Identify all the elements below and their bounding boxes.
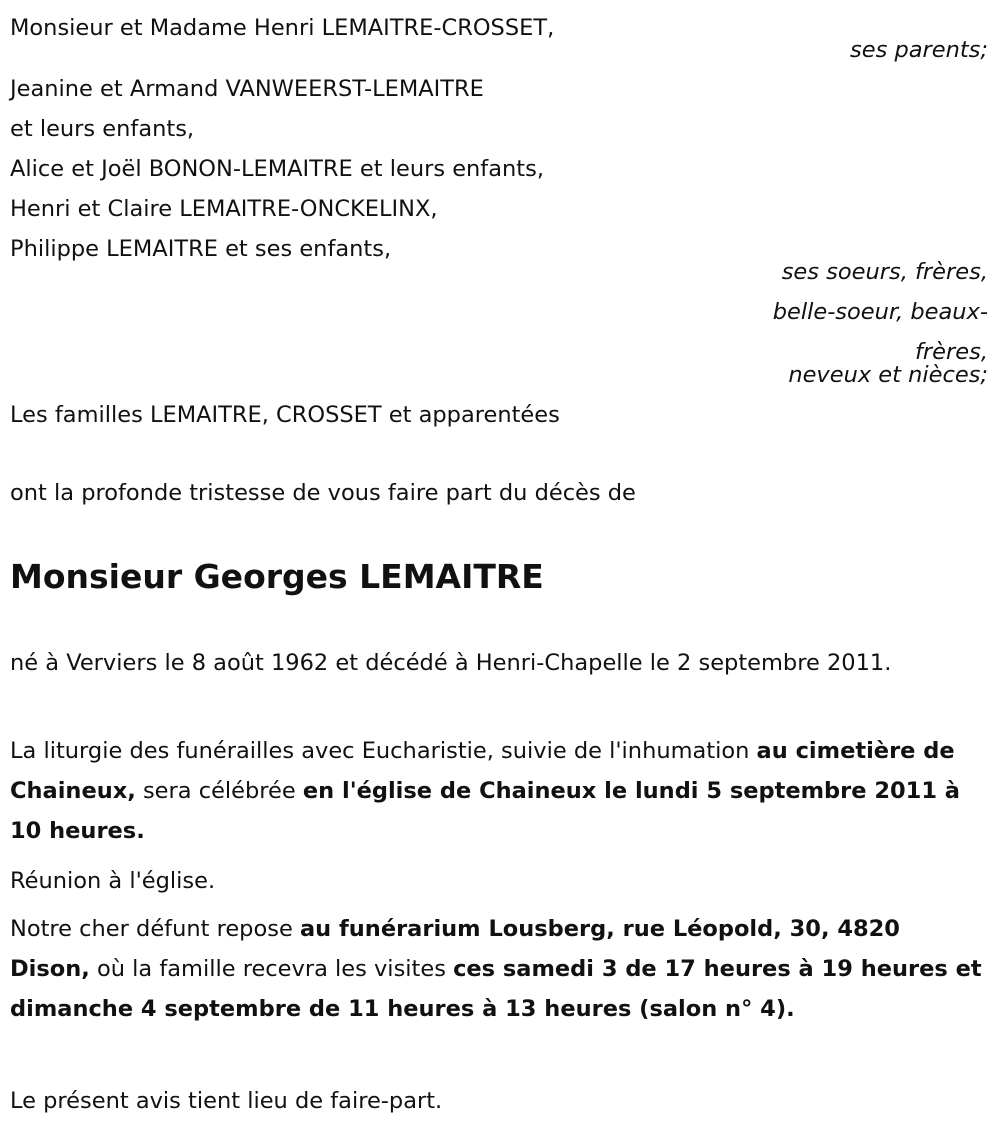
bold-text: au cimetière de Chaineux,: [10, 738, 955, 804]
sibling-line: Alice et Joël BONON-LEMAITRE et leurs enfants,: [10, 156, 544, 182]
siblings-role: neveux et nièces;: [788, 362, 988, 388]
sibling-line: et leurs enfants,: [10, 116, 195, 142]
closing: Le présent avis tient lieu de faire-part.: [10, 1088, 443, 1114]
text: Notre cher défunt repose: [10, 916, 300, 942]
visits-paragraph: [10, 909, 985, 1029]
meeting: Réunion à l'église.: [10, 868, 216, 894]
text: La liturgie des funérailles avec Eucharistie, suivie de l'inhumation: [10, 738, 757, 764]
parents-role: ses parents;: [850, 37, 988, 63]
siblings-role: ses soeurs, frères,: [781, 259, 988, 285]
announcement: ont la profonde tristesse de vous faire part du décès de: [10, 480, 636, 506]
siblings-role: frères,: [915, 339, 988, 365]
sibling-line: Philippe LEMAITRE et ses enfants,: [10, 236, 392, 262]
bold-text: au funérarium Lousberg, rue Léopold, 30, 4820 Dison,: [10, 916, 900, 982]
text: sera célébrée: [135, 778, 303, 804]
sibling-line: Henri et Claire LEMAITRE-ONCKELINX,: [10, 196, 438, 222]
siblings-role: belle-soeur, beaux-: [772, 299, 988, 325]
sibling-line: Jeanine et Armand VANWEERST-LEMAITRE: [10, 76, 484, 102]
parents-line: Monsieur et Madame Henri LEMAITRE-CROSSET,: [10, 15, 555, 41]
deceased-name: Monsieur Georges LEMAITRE: [10, 557, 544, 596]
funeral-paragraph: [10, 731, 985, 851]
families-line: Les familles LEMAITRE, CROSSET et apparentées: [10, 402, 560, 428]
bold-text: en l'église de Chaineux le lundi 5 septembre 2011 à 10 heures.: [10, 778, 960, 844]
bold-text: ces samedi 3 de 17 heures à 19 heures et dimanche 4 septembre de 11 heures à 13 heures (salon n° 4).: [10, 956, 982, 1022]
text: où la famille recevra les visites: [89, 956, 454, 982]
birth-death: né à Verviers le 8 août 1962 et décédé à Henri-Chapelle le 2 septembre 2011.: [10, 650, 892, 676]
